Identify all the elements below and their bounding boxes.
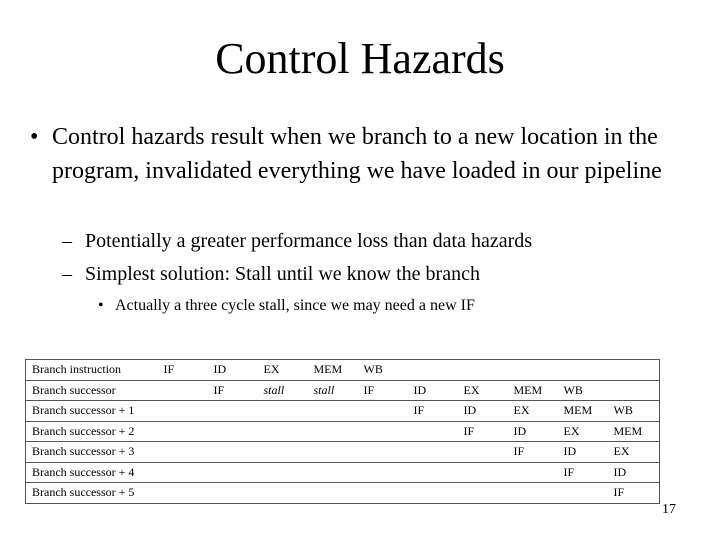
stage-cell xyxy=(260,462,310,483)
stage-cell xyxy=(560,483,610,504)
table-row xyxy=(26,401,660,422)
stall-cell: stall xyxy=(260,380,310,401)
stage-cell xyxy=(460,462,510,483)
stage-cell xyxy=(510,483,560,504)
stage-cell xyxy=(160,442,210,463)
stage-cell xyxy=(360,401,410,422)
stage-cell: ID xyxy=(410,380,460,401)
stage-cell: EX xyxy=(260,360,310,381)
stage-cell: ID xyxy=(510,421,560,442)
stage-cell xyxy=(610,360,660,381)
stall-cell: stall xyxy=(310,380,360,401)
stage-cell xyxy=(160,380,210,401)
row-label: Branch successor xyxy=(26,380,160,401)
stage-cell: IF xyxy=(410,401,460,422)
table-row xyxy=(26,380,660,401)
stage-cell: ID xyxy=(610,462,660,483)
stage-cell: IF xyxy=(360,380,410,401)
table-row xyxy=(26,442,660,463)
stage-cell xyxy=(510,360,560,381)
dash-marker: – xyxy=(62,263,72,285)
pipeline-table-body xyxy=(26,360,660,504)
stage-cell xyxy=(360,462,410,483)
stage-cell: EX xyxy=(460,380,510,401)
stage-cell: MEM xyxy=(310,360,360,381)
row-label: Branch instruction xyxy=(26,360,160,381)
bullet-marker: • xyxy=(98,297,104,314)
stage-cell: WB xyxy=(560,380,610,401)
stage-cell: EX xyxy=(560,421,610,442)
stage-cell xyxy=(410,483,460,504)
row-label: Branch successor + 3 xyxy=(26,442,160,463)
stage-cell xyxy=(460,483,510,504)
page-number: 17 xyxy=(662,502,676,517)
stage-cell xyxy=(310,442,360,463)
table-row xyxy=(26,360,660,381)
stage-cell: EX xyxy=(610,442,660,463)
stage-cell: IF xyxy=(560,462,610,483)
row-label: Branch successor + 2 xyxy=(26,421,160,442)
table-row xyxy=(26,421,660,442)
stage-cell: ID xyxy=(460,401,510,422)
stage-cell: IF xyxy=(510,442,560,463)
stage-cell xyxy=(410,360,460,381)
row-label: Branch successor + 5 xyxy=(26,483,160,504)
row-label: Branch successor + 4 xyxy=(26,462,160,483)
stage-cell xyxy=(360,442,410,463)
stage-cell xyxy=(210,401,260,422)
stage-cell: IF xyxy=(210,380,260,401)
stage-cell xyxy=(210,462,260,483)
stage-cell xyxy=(360,483,410,504)
stage-cell: EX xyxy=(510,401,560,422)
sub-bullet xyxy=(62,260,682,288)
stage-cell xyxy=(360,421,410,442)
stage-cell: IF xyxy=(610,483,660,504)
sub-sub-bullet-text: Actually a three cycle stall, since we may need a new IF xyxy=(115,297,475,314)
stage-cell xyxy=(310,483,360,504)
stage-cell xyxy=(260,421,310,442)
stage-cell xyxy=(410,442,460,463)
slide-title: Control Hazards xyxy=(215,34,505,83)
stage-cell xyxy=(260,442,310,463)
stage-cell xyxy=(460,360,510,381)
stage-cell xyxy=(310,401,360,422)
stage-cell xyxy=(310,421,360,442)
stage-cell xyxy=(560,360,610,381)
stage-cell xyxy=(160,462,210,483)
stage-cell: WB xyxy=(610,401,660,422)
bullet-marker: • xyxy=(30,124,39,150)
sub-sub-bullet xyxy=(98,295,658,317)
stage-cell: WB xyxy=(360,360,410,381)
main-bullet xyxy=(30,120,700,188)
stage-cell: MEM xyxy=(560,401,610,422)
stage-cell xyxy=(410,421,460,442)
sub-bullet xyxy=(62,227,682,255)
stage-cell: MEM xyxy=(510,380,560,401)
pipeline-table xyxy=(25,359,660,504)
stage-cell: IF xyxy=(460,421,510,442)
stage-cell xyxy=(510,462,560,483)
stage-cell xyxy=(210,483,260,504)
row-label: Branch successor + 1 xyxy=(26,401,160,422)
table-row xyxy=(26,483,660,504)
stage-cell xyxy=(260,483,310,504)
sub-bullet-text: Simplest solution: Stall until we know the branch xyxy=(85,263,480,285)
stage-cell xyxy=(260,401,310,422)
stage-cell xyxy=(460,442,510,463)
stage-cell xyxy=(410,462,460,483)
dash-marker: – xyxy=(62,230,72,252)
stage-cell: ID xyxy=(210,360,260,381)
table-row xyxy=(26,462,660,483)
stage-cell xyxy=(610,380,660,401)
stage-cell xyxy=(210,421,260,442)
sub-bullet-text: Potentially a greater performance loss than data hazards xyxy=(85,230,533,252)
stage-cell xyxy=(210,442,260,463)
stage-cell: IF xyxy=(160,360,210,381)
stage-cell xyxy=(160,401,210,422)
stage-cell: ID xyxy=(560,442,610,463)
main-bullet-text: Control hazards result when we branch to a new location in the program, invalidated everything we have loaded in our pipeline xyxy=(52,124,662,184)
stage-cell: MEM xyxy=(610,421,660,442)
stage-cell xyxy=(160,483,210,504)
stage-cell xyxy=(310,462,360,483)
stage-cell xyxy=(160,421,210,442)
